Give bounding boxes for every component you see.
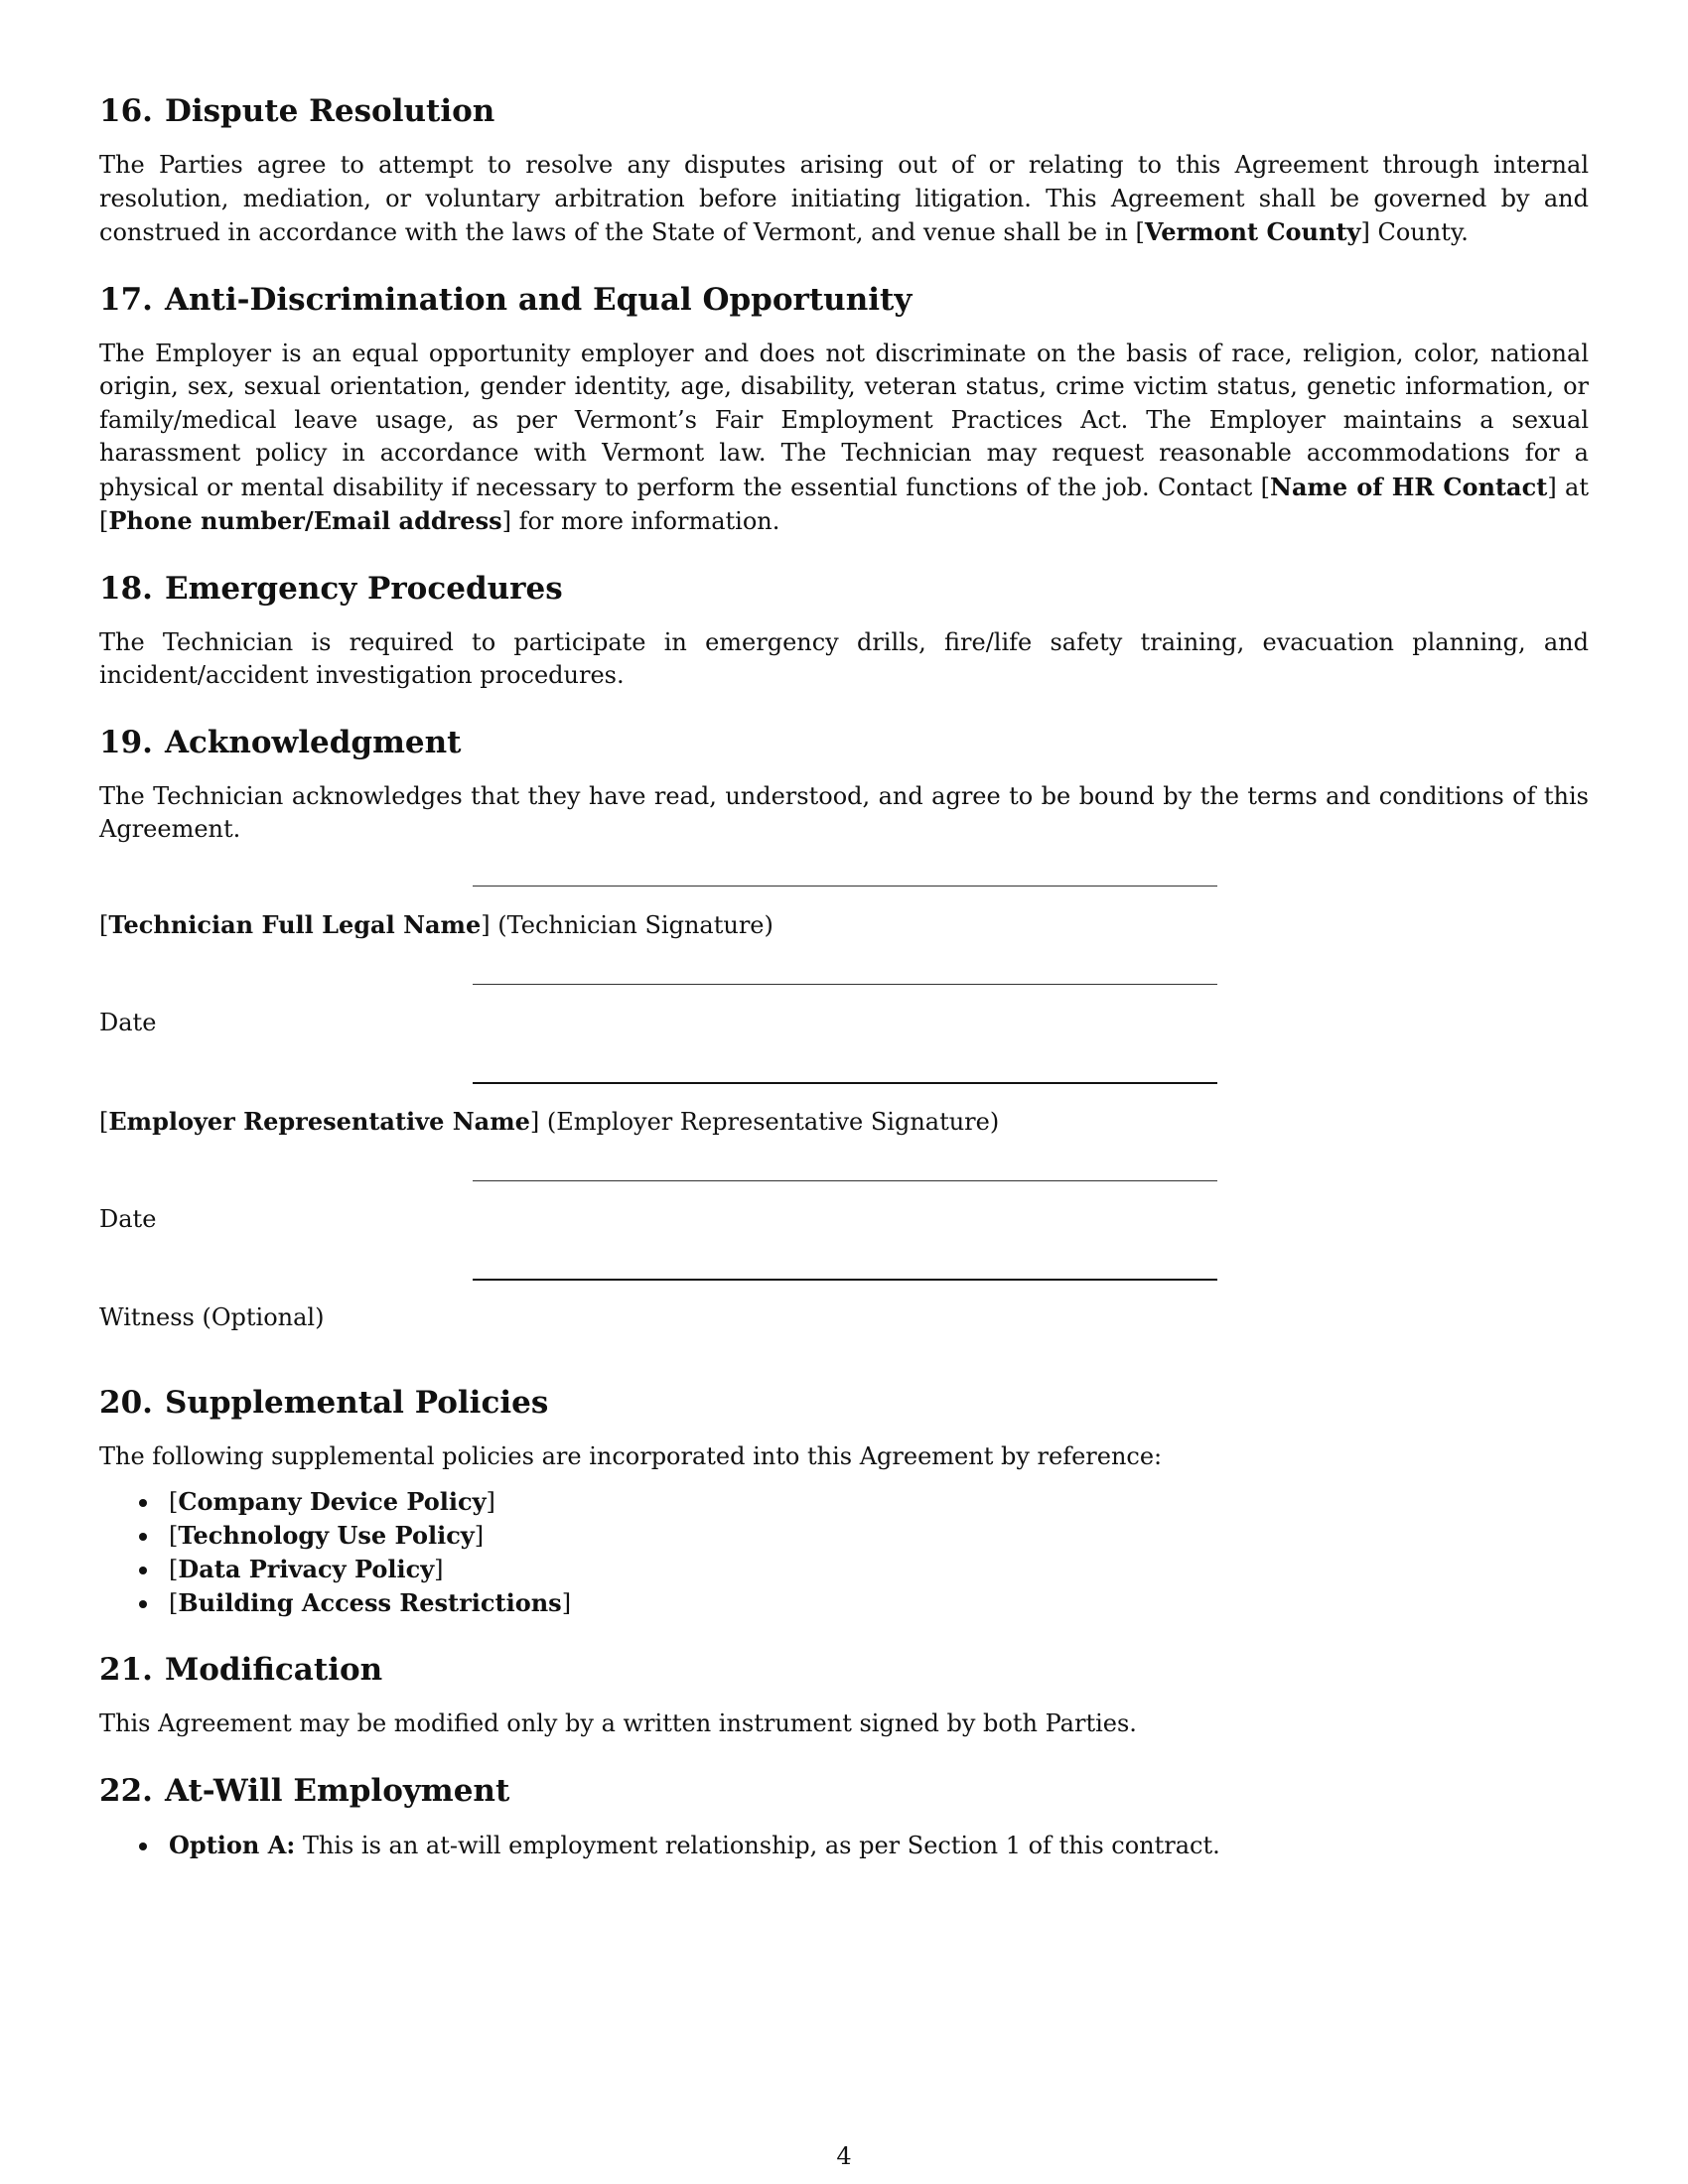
list-item: [Company Device Policy] <box>139 1485 1589 1519</box>
section-body: The Parties agree to attempt to resolve any disputes arising out of or relating to this Agreement through internal resolution, mediation, or voluntary arbitration before initiating litigation. This Agreement shall be governed by and construed in accordance with the laws of the State of Vermont, and venue shall be in [Vermont County] County. <box>99 151 1589 246</box>
list-item: [Building Access Restrictions] <box>139 1586 1589 1620</box>
section-22 <box>99 1771 1589 1862</box>
section-20 <box>99 1383 1589 1621</box>
employer-signature-line[interactable] <box>473 1082 1217 1084</box>
section-heading: 16. Dispute Resolution <box>99 93 495 129</box>
date-label-2: Date <box>99 1204 157 1233</box>
bullet-icon <box>139 1499 147 1507</box>
section-heading: 20. Supplemental Policies <box>99 1384 549 1421</box>
section-body: This Agreement may be modified only by a written instrument signed by both Parties. <box>99 1709 1137 1737</box>
page-number: 4 <box>836 2142 852 2170</box>
section-body: The following supplemental policies are incorporated into this Agreement by reference: <box>99 1441 1163 1470</box>
document-page <box>99 91 1589 1892</box>
section-17 <box>99 280 1589 539</box>
section-body: The Technician is required to participate in emergency drills, fire/life safety training, evacuation planning, and incident/accident investigation procedures. <box>99 627 1589 689</box>
section-heading: 22. At-Will Employment <box>99 1772 510 1809</box>
witness-signature-line[interactable] <box>473 1279 1217 1281</box>
employer-signature-label: [Employer Representative Name] (Employer Representative Signature) <box>99 1106 1000 1136</box>
witness-label: Witness (Optional) <box>99 1302 325 1331</box>
list-item: Option A: This is an at-will employment relationship, as per Section 1 of this contract. <box>139 1829 1589 1862</box>
list-item: [Data Privacy Policy] <box>139 1553 1589 1586</box>
option-list <box>99 1829 1589 1862</box>
section-heading: 18. Emergency Procedures <box>99 570 563 607</box>
list-item: [Technology Use Policy] <box>139 1519 1589 1553</box>
bullet-icon <box>139 1600 147 1608</box>
date-line-2[interactable] <box>473 1180 1217 1181</box>
section-18 <box>99 569 1589 693</box>
section-heading: 19. Acknowledgment <box>99 724 462 760</box>
bullet-icon <box>139 1843 147 1850</box>
section-heading: 17. Anti-Discrimination and Equal Opportunity <box>99 281 913 318</box>
signature-block <box>99 871 1589 1373</box>
technician-signature-line[interactable] <box>473 886 1217 887</box>
placeholder-county: Vermont County <box>1144 217 1361 246</box>
date-line-1[interactable] <box>473 984 1217 985</box>
bullet-icon <box>139 1533 147 1541</box>
section-body: The Employer is an equal opportunity employer and does not discriminate on the basis of race, religion, color, national origin, sex, sexual orientation, gender identity, age, disability, veteran status, crime victim status, genetic information, or family/medical leave usage, as per Vermont’s Fair Employment Practices Act. The Employer maintains a sexual harassment policy in accordance with Vermont law. The Technician may request reasonable accommodations for a physical or mental disability if necessary to perform the essential functions of the job. Contact [Name of HR Contact] at [Phone number/Email address] for more information. <box>99 339 1589 535</box>
section-body: The Technician acknowledges that they have read, understood, and agree to be bound by the terms and conditions of this Agreement. <box>99 781 1589 843</box>
bullet-icon <box>139 1567 147 1574</box>
section-21 <box>99 1650 1589 1741</box>
section-heading: 21. Modification <box>99 1652 383 1688</box>
section-19 <box>99 723 1589 847</box>
placeholder-contact-info: Phone number/Email address <box>108 506 502 535</box>
section-16 <box>99 91 1589 250</box>
technician-signature-label: [Technician Full Legal Name] (Technician Signature) <box>99 909 774 939</box>
date-label-1: Date <box>99 1008 157 1036</box>
placeholder-hr-contact: Name of HR Contact <box>1270 472 1548 501</box>
policy-list <box>99 1485 1589 1620</box>
